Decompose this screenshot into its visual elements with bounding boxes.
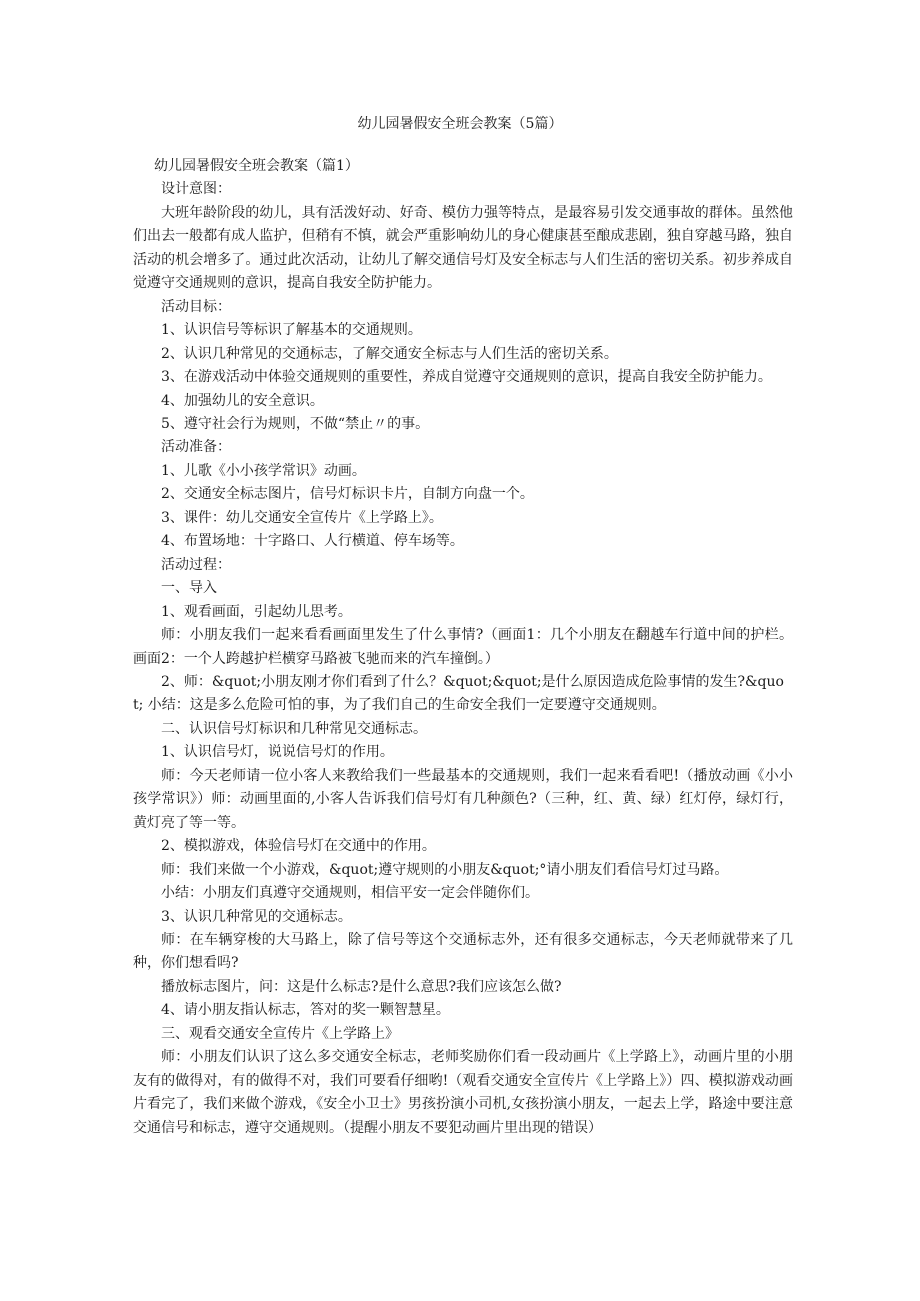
paragraph-heading: 三、观看交通安全宣传片《上学路上》: [161, 1025, 399, 1042]
list-item: 3、在游戏活动中体验交通规则的重要性，养成自觉遵守交通规则的意识，提高自我安全防护能力。: [161, 369, 772, 386]
list-item: 3、课件：幼儿交通安全宣传片《上学路上》。: [161, 509, 443, 526]
list-item: 1、认识信号灯，说说信号灯的作用。: [161, 744, 394, 761]
paragraph-heading: 一、导入: [161, 580, 217, 597]
list-item: 4、加强幼儿的安全意识。: [161, 392, 324, 409]
section-heading: 幼儿园暑假安全班会教案（篇1）: [154, 158, 359, 174]
paragraph: 师：小朋友我们一起来看看画面里发生了什么事情?（画面1：几个小朋友在翻越车行道中间的护栏。画面2：一个人跨越护栏横穿马路被飞驰而来的汽车撞倒。）: [133, 627, 793, 667]
paragraph: 师：在车辆穿梭的大马路上，除了信号等这个交通标志外，还有很多交通标志，今天老师就带来了几种，你们想看吗?: [133, 931, 793, 972]
list-item: 2、交通安全标志图片，信号灯标识卡片，自制方向盘一个。: [161, 486, 534, 503]
list-item: 3、认识几种常见的交通标志。: [161, 908, 352, 925]
paragraph: 播放标志图片，问：这是什么标志?是什么意思?我们应该怎么做?: [161, 978, 562, 995]
list-item: 1、认识信号等标识了解基本的交通规则。: [161, 322, 422, 339]
paragraph-heading: 活动准备：: [161, 439, 231, 456]
list-item: 4、请小朋友指认标志，答对的奖一颗智慧星。: [161, 1002, 450, 1019]
document-body: [133, 155, 793, 1140]
paragraph: 大班年龄阶段的幼儿，具有活泼好动、好奇、模仿力强等特点，是最容易引发交通事故的群体。虽然他们出去一般都有成人监护，但稍有不慎，就会严重影响幼儿的身心健康甚至酿成悲剧，独自穿越马路，独自活动的机会增多了。通过此次活动，让幼儿了解交通信号灯及安全标志与人们生活的密切关系。初步养成自觉遵守交通规则的意识，提高自我安全防护能力。: [133, 204, 793, 292]
list-item: 5、遵守社会行为规则，不做“禁止〃的事。: [161, 415, 430, 432]
list-item: 2、模拟游戏，体验信号灯在交通中的作用。: [161, 838, 436, 855]
list-item: 4、布置场地：十字路口、人行横道、停车场等。: [161, 533, 464, 550]
paragraph-heading: 设计意图：: [161, 181, 231, 198]
paragraph: 2、师：&quot;小朋友刚才你们看到了什么？&quot;&quot;是什么原因造成危险事情的发生?&quot; 小结：这是多么危险可怕的事，为了我们自己的生命安全我们一定要遵守交通规则。: [133, 673, 784, 714]
paragraph: 小结：小朋友们真遵守交通规则，相信平安一定会伴随你们。: [161, 885, 539, 902]
paragraph: 师：我们来做一个小游戏，&quot;遵守规则的小朋友&quot;°请小朋友们看信号灯过马路。: [161, 861, 729, 878]
document-title: 幼儿园暑假安全班会教案（5篇）: [357, 116, 563, 132]
paragraph: 师：小朋友们认识了这么多交通安全标志，老师奖励你们看一段动画片《上学路上》，动画片里的小朋友有的做得对，有的做得不对，我们可要看仔细哟!（观看交通安全宣传片《上学路上》）四、模拟游戏动画片看完了，我们来做个游戏，《安全小卫士》男孩扮演小司机,女孩扮演小朋友，一起去上学，路途中要注意交通信号和标志，遵守交通规则。（提醒小朋友不要犯动画片里出现的错误）: [133, 1049, 793, 1136]
paragraph-heading: 二、认识信号灯标识和几种常见交通标志。: [161, 720, 427, 737]
paragraph-heading: 活动目标：: [161, 298, 231, 315]
list-item: 1、儿歌《小小孩学常识》动画。: [161, 462, 366, 479]
paragraph-heading: 活动过程：: [161, 556, 231, 573]
list-item: 2、认识几种常见的交通标志，了解交通安全标志与人们生活的密切关系。: [161, 345, 618, 362]
list-item: 1、观看画面，引起幼儿思考。: [161, 603, 352, 620]
paragraph: 师：今天老师请一位小客人来教给我们一些最基本的交通规则，我们一起来看看吧!（播放动画《小小孩学常识》）师：动画里面的,小客人告诉我们信号灯有几种颜色?（三种，红、黄、绿）红灯停，绿灯行，黄灯亮了等一等。: [133, 767, 793, 831]
